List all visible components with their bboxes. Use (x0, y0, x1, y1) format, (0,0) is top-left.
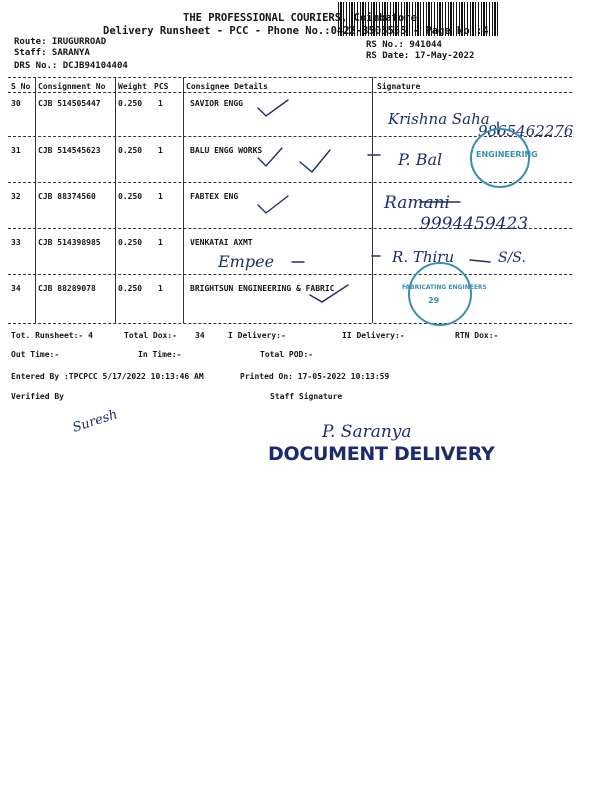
header-pcs: PCS (154, 82, 169, 91)
total-pod: Total POD:- (260, 350, 313, 359)
signature-row32: Ramani (384, 193, 450, 213)
cell-pcs: 1 (158, 192, 163, 201)
verified-signature: Suresh (70, 407, 120, 436)
i-delivery: I Delivery:- (228, 331, 286, 340)
stamp-text: ENGINEERING (476, 150, 538, 159)
cell-pcs: 1 (158, 146, 163, 155)
signature-row31: P. Bal (398, 150, 443, 169)
cell-consignment: CJB 514398985 (38, 238, 101, 247)
cell-consignee: FABTEX ENG (190, 192, 239, 201)
total-dox-label: Total Dox:- (124, 331, 177, 340)
cell-consignment: CJB 88289078 (38, 284, 96, 293)
route-label: Route: IRUGURROAD (14, 37, 107, 47)
ink-stroke (470, 260, 490, 262)
cell-sno: 33 (11, 238, 21, 247)
ii-delivery: II Delivery:- (342, 331, 405, 340)
runsheet-title: Delivery Runsheet - PCC - Phone No.:0422-3505555 - Page No.:4 (103, 25, 489, 37)
note-row33: Empee (218, 252, 275, 271)
cell-consignment: CJB 514505447 (38, 99, 101, 108)
phone-row30: 9865462276 (478, 122, 574, 140)
in-time: In Time:- (138, 350, 182, 359)
cell-consignee: SAVIOR ENGG (190, 99, 243, 108)
phone-row32: 9994459423 (420, 214, 529, 234)
header-consignment: Consignment No (38, 82, 106, 91)
staff-signature-label: Staff Signature (270, 392, 343, 401)
rtn-dox: RTN Dox:- (455, 331, 499, 340)
rs-date: RS Date: 17-May-2022 (366, 51, 475, 61)
cell-consignment: CJB 88374560 (38, 192, 96, 201)
tot-runsheet: Tot. Runsheet:- 4 (11, 331, 93, 340)
header-weight: Weight (118, 82, 147, 91)
cell-sno: 30 (11, 99, 21, 108)
cell-consignee: BRIGHTSUN ENGINEERING & FABRIC (190, 284, 335, 293)
cell-pcs: 1 (158, 238, 163, 247)
staff-signature: P. Saranya (322, 422, 412, 442)
rs-number: RS No.: 941044 (366, 40, 442, 50)
header-signature: Signature (377, 82, 421, 91)
company-stamp (408, 262, 472, 326)
cell-consignee: VENKATAI AXMT (190, 238, 253, 247)
total-dox-value: 34 (195, 331, 205, 340)
signature-row30: Krishna Saha (388, 110, 490, 128)
stamp-number: 29 (428, 296, 440, 305)
cell-weight: 0.250 (118, 99, 143, 108)
cell-sno: 31 (11, 146, 21, 155)
header-consignee: Consignee Details (186, 82, 268, 91)
entered-by: Entered By :TPCPCC 5/17/2022 10:13:46 AM (11, 372, 204, 381)
company-title: THE PROFESSIONAL COURIERS, Coimbatore (183, 12, 417, 24)
cell-pcs: 1 (158, 99, 163, 108)
drs-number: DRS No.: DCJB94104404 (14, 61, 128, 71)
staff-label: Staff: SARANYA (14, 48, 90, 58)
checkmark-icon (258, 148, 282, 166)
cell-weight: 0.250 (118, 284, 143, 293)
checkmark-icon (300, 150, 330, 172)
document-delivery-stamp: DOCUMENT DELIVERY (268, 443, 495, 465)
printed-on: Printed On: 17-05-2022 10:13:59 (240, 372, 390, 381)
checkmark-icon (310, 285, 348, 302)
verified-by: Verified By (11, 392, 64, 401)
out-time: Out Time:- (11, 350, 60, 359)
signature-row33: R. Thiru (392, 248, 455, 266)
cell-consignee: BALU ENGG WORKS (190, 146, 263, 155)
cell-pcs: 1 (158, 284, 163, 293)
stamp-text: FABRICATING ENGINEERS (402, 284, 487, 291)
cell-weight: 0.250 (118, 238, 143, 247)
checkmark-icon (258, 196, 288, 213)
cell-sno: 34 (11, 284, 21, 293)
header-sno: S No (11, 82, 31, 91)
cell-consignment: CJB 514545623 (38, 146, 101, 155)
cell-sno: 32 (11, 192, 21, 201)
signature-suffix-row33: S/S. (498, 250, 526, 266)
cell-weight: 0.250 (118, 192, 143, 201)
cell-weight: 0.250 (118, 146, 143, 155)
checkmark-icon (258, 100, 288, 116)
